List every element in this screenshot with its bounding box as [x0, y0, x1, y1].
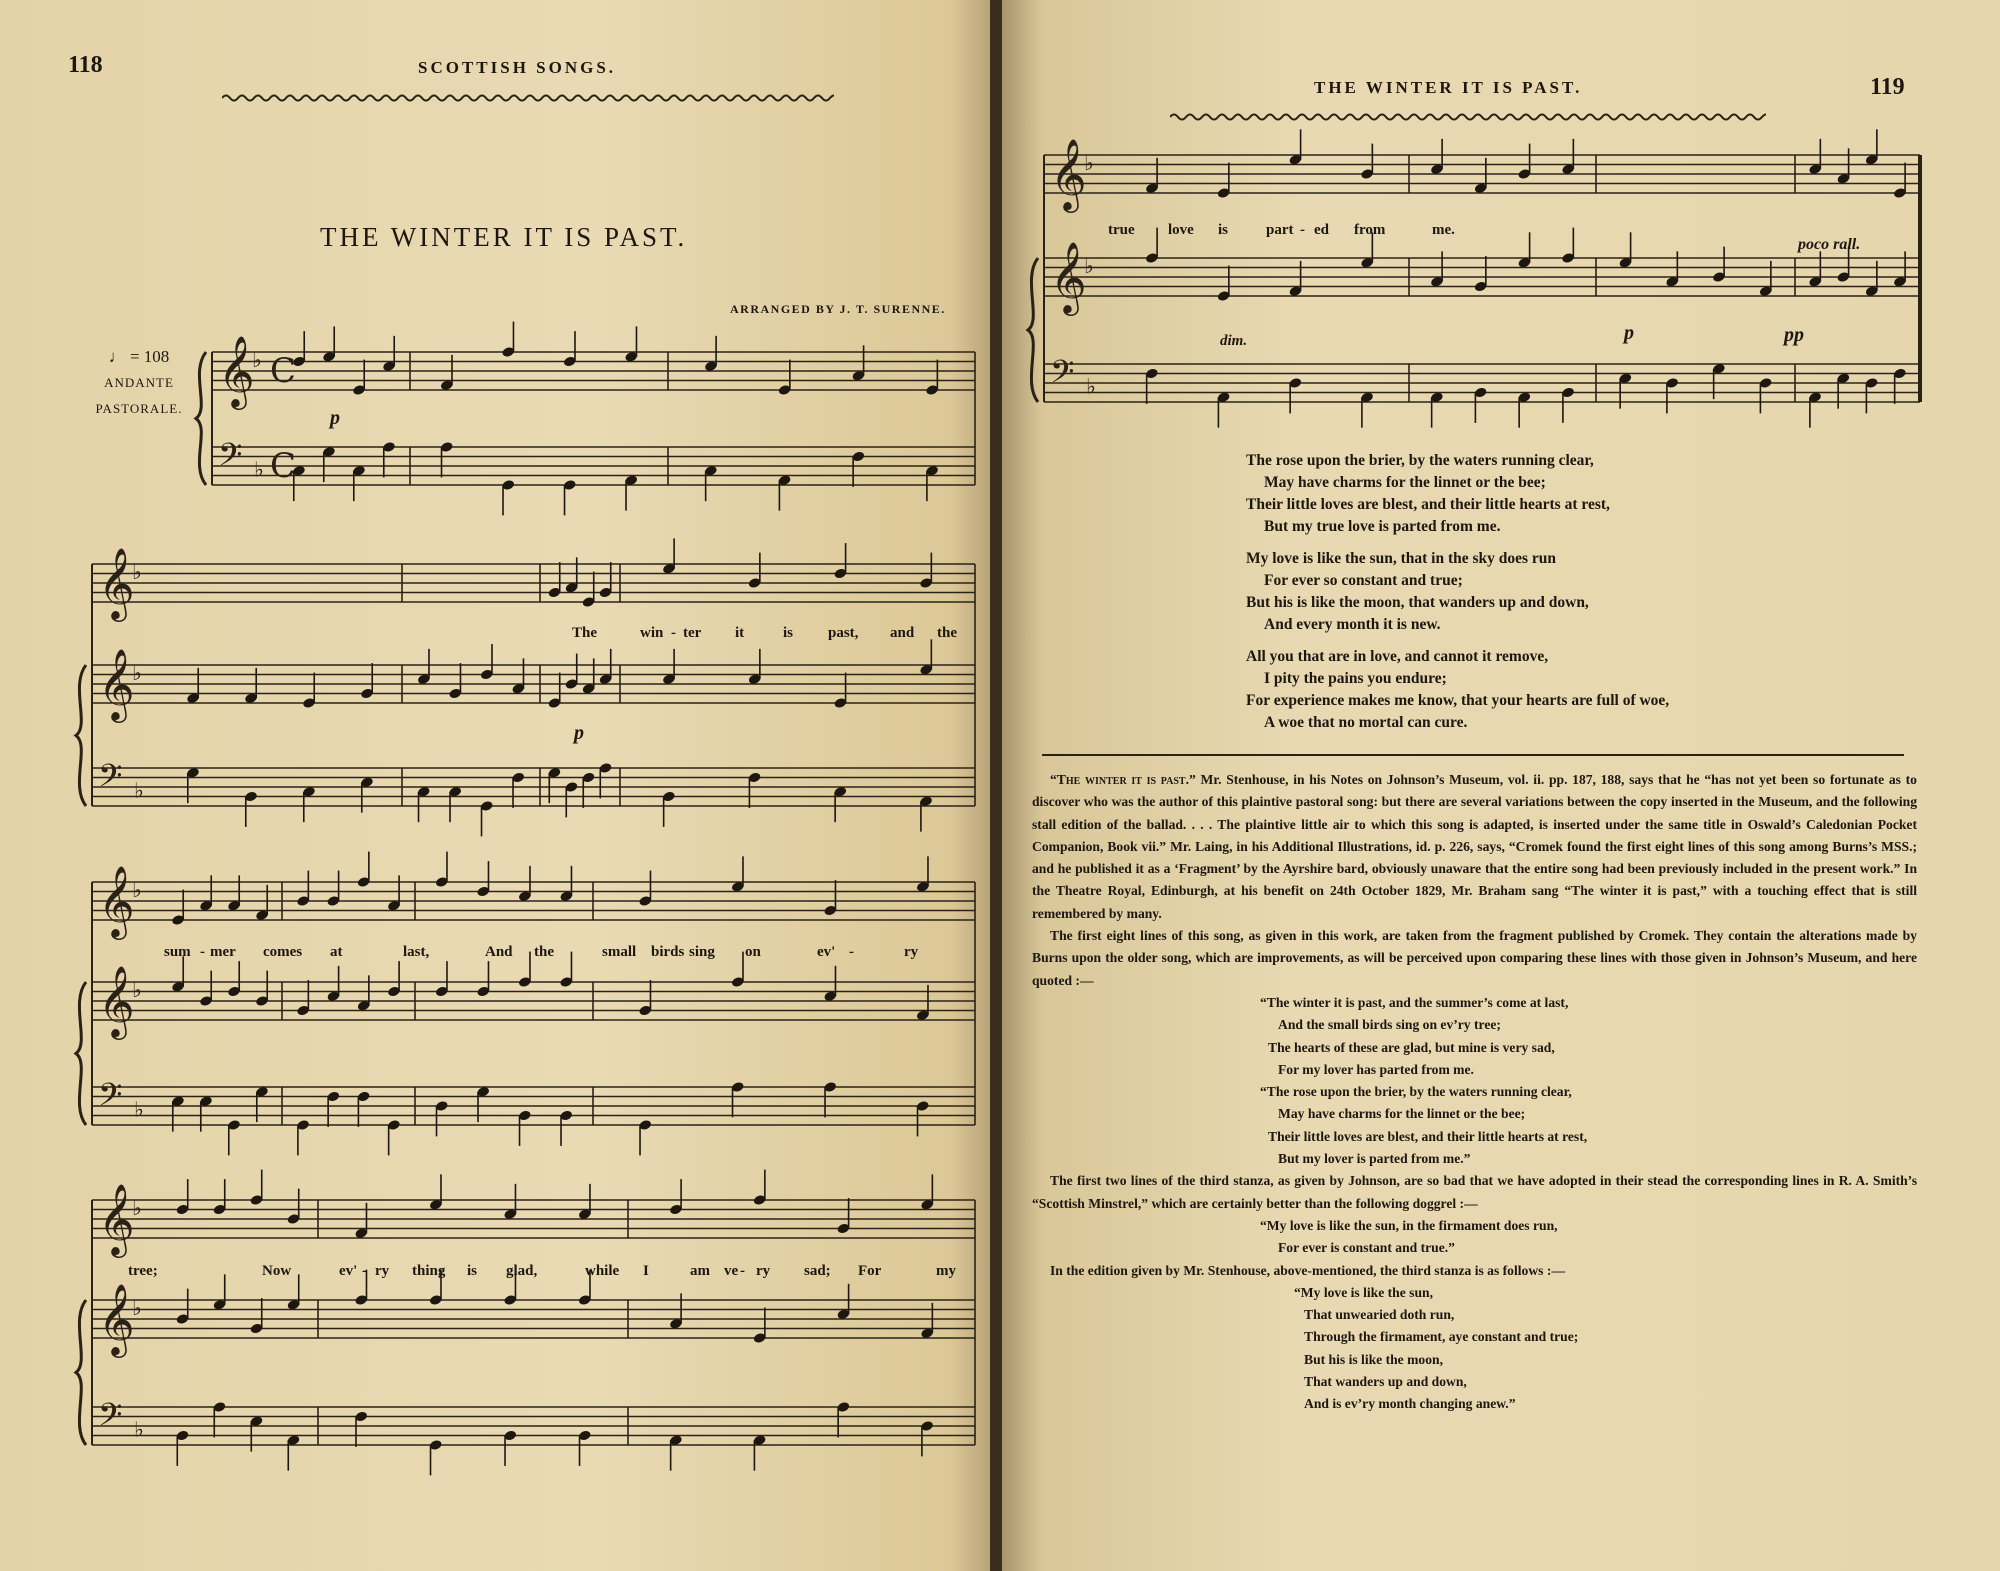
page-number: 118 [68, 52, 103, 78]
note-paragraph: The first eight lines of this song, as given in this work, are taken from the fragment published by Cromek. They contain the alterations made by Burns upon the older song, which are improvements, as will be perceived upon comparing these lines with those given in Johnson’s Museum, and here quoted :— [1032, 928, 1917, 988]
brace [76, 1300, 86, 1445]
staff [92, 768, 975, 806]
lyric-syllable: while [585, 1263, 620, 1279]
brace [1028, 258, 1038, 402]
editorial-note [1032, 769, 1917, 1416]
verse-line: For ever so constant and true; [1264, 572, 1463, 589]
lyric-syllable: - [1300, 222, 1305, 238]
flat-key-signature-icon: ♭ [1084, 254, 1094, 279]
note-paragraph: “The winter it is past.” Mr. Stenhouse, in his Notes on Johnson’s Museum, vol. ii. pp. 187, 188, says that he “has not yet been so fortunate as to discover who was the author of this plaintive pastoral song: but there are several variations between the copy inserted in the Museum, and the following stall edition of the ballad. . . . The plaintive little air to which this song is adapted, is inserted under the same title in Oswald’s Caledonian Pocket Companion, Book vii.” Mr. Laing, in his Additional Illustrations, id. p. 226, says, “Cromek found the first eight lines of this song among Burns’s MSS.; and he published it as a ‘Fragment’ by the Ayrshire bard, obviously unaware that the entire song had been previously included in the present work.” In the Theatre Royal, Edinburgh, at his benefit on 24th October 1829, Mr. Braham sang “The winter it is past,” with a touching effect that is still remembered by many. [1032, 772, 1917, 921]
song-verses [1246, 450, 1669, 734]
left-score [0, 0, 990, 1571]
lyric-syllable: - [362, 1263, 367, 1279]
treble-clef-icon: 𝄞 [98, 546, 135, 619]
lyric-syllable: and [890, 625, 915, 641]
flat-key-signature-icon: ♭ [252, 348, 262, 373]
lyric-syllable: mer [210, 944, 236, 960]
flat-key-signature-icon: ♭ [134, 1417, 144, 1442]
lyric-syllable: comes [263, 944, 303, 960]
lyric-syllable: For [858, 1263, 882, 1279]
arranger-credit: ARRANGED BY J. T. SURENNE. [730, 302, 946, 316]
lyric-syllable: ry [375, 1263, 390, 1279]
note-paragraph: The first two lines of the third stanza, as given by Johnson, are so bad that we have adopted in their stead the corresponding lines in R. A. Smith’s “Scottish Minstrel,” which are certainly better than the following doggrel :— [1032, 1173, 1917, 1211]
lyric-syllable: sum [164, 944, 191, 960]
flat-key-signature-icon: ♭ [132, 878, 142, 903]
lyric-syllable: - [740, 1263, 745, 1279]
staff [92, 1407, 975, 1445]
lyric-syllable: ter [683, 625, 702, 641]
verse-line: But his is like the moon, that wanders up and down, [1246, 594, 1589, 611]
treble-clef-icon: 𝄞 [98, 647, 135, 720]
treble-clef-icon: 𝄞 [98, 964, 135, 1037]
lyric-syllable: me. [1432, 222, 1455, 238]
stanza [1246, 548, 1669, 636]
stanza [1246, 450, 1669, 538]
lyric-syllable: true [1108, 222, 1135, 238]
book-gutter [990, 0, 1002, 1571]
lyric-syllable: win [640, 625, 664, 641]
lyric-syllable: ev' [339, 1263, 358, 1279]
treble-clef-icon: 𝄞 [98, 1282, 135, 1355]
lyric-syllable: The [572, 625, 598, 641]
verse-line: And every month it is new. [1264, 616, 1441, 633]
lyric-syllable: love [1168, 222, 1194, 238]
quoted-verse: “My love is like the sun, That unwearied doth run, Through the firmament, aye constant and true; But his is like the moon, That wanders up and down, And is ev’ry month changing anew.” [1294, 1284, 1579, 1412]
flat-key-signature-icon: ♭ [1084, 151, 1094, 176]
verse-line: My love is like the sun, that in the sky does run [1246, 550, 1557, 567]
note-paragraph: In the edition given by Mr. Stenhouse, above-mentioned, the third stanza is as follows :— [1050, 1262, 1565, 1278]
staff [92, 665, 975, 703]
flat-key-signature-icon: ♭ [132, 661, 142, 686]
lyric-syllable: ev' [817, 944, 836, 960]
flat-key-signature-icon: ♭ [132, 1296, 142, 1321]
left-page [0, 0, 990, 1571]
bass-clef-icon: 𝄢 [98, 1396, 123, 1441]
bass-clef-icon: 𝄢 [98, 1076, 123, 1121]
common-time-icon: C [270, 446, 297, 486]
running-head: SCOTTISH SONGS. [418, 58, 617, 77]
flat-key-signature-icon: ♭ [132, 560, 142, 585]
lyric-syllable: - [200, 944, 205, 960]
flat-key-signature-icon: ♭ [254, 457, 264, 482]
stanza [1246, 646, 1669, 734]
lyric-syllable: small [602, 944, 637, 960]
lyric-syllable: am [690, 1263, 710, 1279]
lyric-syllable: it [735, 625, 745, 641]
verse-line: All you that are in love, and cannot it remove, [1246, 648, 1549, 665]
treble-clef-icon: 𝄞 [98, 1182, 135, 1255]
brace [196, 352, 206, 485]
lyric-syllable: sing [689, 944, 715, 960]
staff [92, 1087, 975, 1125]
common-time-icon: C [270, 351, 297, 391]
lyric-syllable: - [671, 625, 676, 641]
verse-line: I pity the pains you endure; [1264, 670, 1447, 687]
dynamic-p: p [330, 407, 340, 429]
brace [76, 665, 86, 806]
dynamic-pp: pp [1784, 324, 1804, 346]
bass-clef-icon: 𝄢 [98, 757, 123, 802]
staff [92, 882, 975, 920]
lyric-syllable: on [745, 944, 761, 960]
lyric-syllable: last, [403, 944, 430, 960]
lyric-syllable: birds [651, 944, 685, 960]
lyric-syllable: from [1354, 222, 1386, 238]
brace [76, 982, 86, 1125]
lyric-syllable: at [330, 944, 343, 960]
verse-line: The rose upon the brier, by the waters running clear, [1246, 452, 1594, 469]
quoted-verse: “My love is like the sun, in the firmament does run, For ever is constant and true.” [1260, 1217, 1558, 1256]
flat-key-signature-icon: ♭ [134, 1097, 144, 1122]
flat-key-signature-icon: ♭ [134, 778, 144, 803]
lyric-syllable: the [937, 625, 957, 641]
treble-clef-icon: 𝄞 [1050, 137, 1087, 210]
lyric-syllable: tree; [128, 1263, 158, 1279]
verse-line: For experience makes me know, that your hearts are full of woe, [1246, 692, 1670, 709]
tempo-marking: ♩ = 108 ANDANTE PASTORALE. [95, 347, 183, 416]
bass-clef-icon: 𝄢 [218, 436, 243, 481]
flat-key-signature-icon: ♭ [132, 1196, 142, 1221]
lyric-syllable: thing [412, 1263, 446, 1279]
lyric-syllable: past, [828, 625, 859, 641]
treble-clef-icon: 𝄞 [98, 864, 135, 937]
flat-key-signature-icon: ♭ [1086, 374, 1096, 399]
right-page [1002, 0, 2000, 1571]
running-head: THE WINTER IT IS PAST. [1314, 78, 1583, 97]
verse-line: May have charms for the linnet or the bee; [1264, 474, 1546, 491]
lyric-syllable: ed [1314, 222, 1329, 238]
dynamic-p: p [574, 722, 584, 744]
dynamic-p: p [1624, 322, 1634, 344]
staff [92, 982, 975, 1020]
page-number: 119 [1870, 74, 1905, 100]
lyric-syllable: ry [756, 1263, 771, 1279]
flat-key-signature-icon: ♭ [132, 978, 142, 1003]
lyric-syllable: part [1266, 222, 1294, 238]
lyric-syllable: is [1218, 222, 1229, 238]
lyric-syllable: - [849, 944, 854, 960]
verse-line: Their little loves are blest, and their little hearts at rest, [1246, 496, 1610, 513]
treble-clef-icon: 𝄞 [218, 334, 255, 407]
lyric-syllable: sad; [804, 1263, 831, 1279]
lyric-syllable: And [485, 944, 513, 960]
bass-clef-icon: 𝄢 [1050, 353, 1075, 398]
lyric-syllable: is [783, 625, 794, 641]
crotchet-icon: ♩ [108, 347, 126, 366]
lyric-syllable: I [643, 1263, 649, 1279]
dim-marking: dim. [1220, 333, 1248, 349]
section-divider [1042, 754, 1904, 756]
lyric-syllable: glad, [506, 1263, 538, 1279]
lyric-syllable: the [534, 944, 554, 960]
lyric-syllable: Now [262, 1263, 292, 1279]
quoted-verse: “The winter it is past, and the summer’s come at last, And the small birds sing on ev’ry tree; The hearts of these are glad, but mine is very sad, For my lover has parted from me. “The rose upon the brier, by the waters running clear, May have charms for the linnet or the bee; Their little loves are blest, and their little hearts at rest, But my lover is parted from me.” [1260, 994, 1588, 1167]
treble-clef-icon: 𝄞 [1050, 240, 1087, 313]
lyric-syllable: is [467, 1263, 478, 1279]
verse-line: A woe that no mortal can cure. [1264, 714, 1468, 731]
song-title: THE WINTER IT IS PAST. [320, 222, 688, 252]
poco-rall-marking: poco rall. [1798, 236, 1861, 253]
lyric-syllable: ry [904, 944, 919, 960]
lyric-syllable: my [936, 1263, 956, 1279]
verse-line: But my true love is parted from me. [1264, 518, 1501, 535]
lyric-syllable: ve [724, 1263, 739, 1279]
